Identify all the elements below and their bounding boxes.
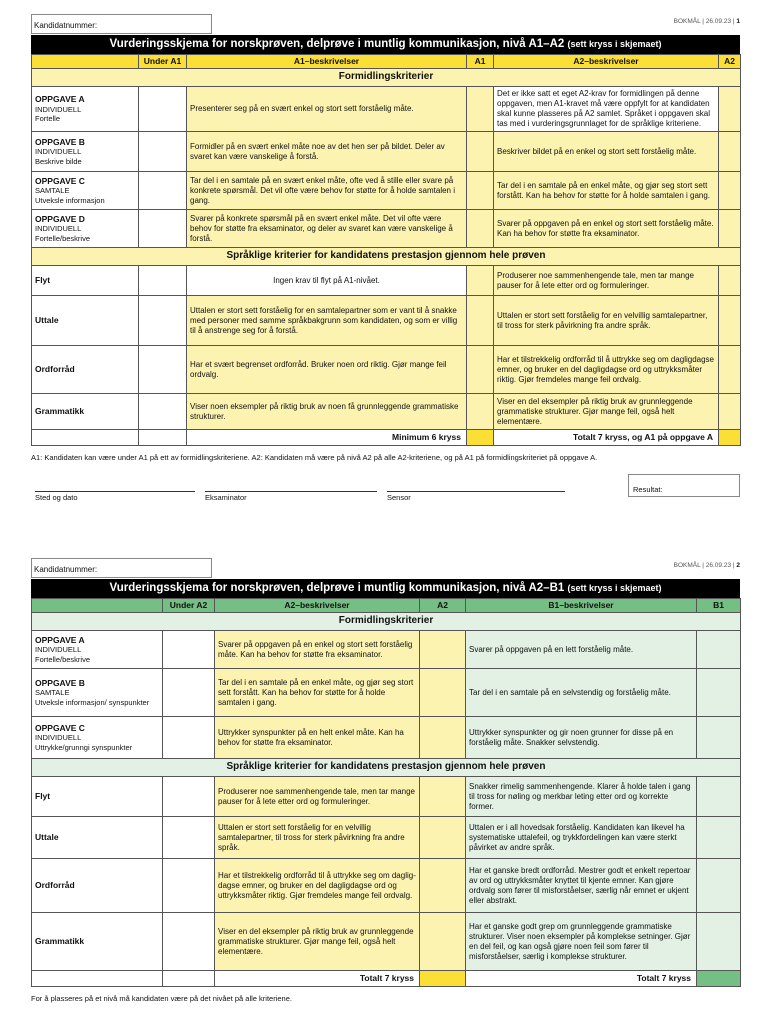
assessment-table-a1-a2 bbox=[31, 54, 741, 446]
a2-description: Tar del i en samtale på en enkel måte, og gjør seg stort sett forstått. Kan ha behov for støtte for å holde samtalen i gang. bbox=[215, 669, 420, 717]
signature-place-date[interactable]: Sted og dato bbox=[35, 491, 195, 501]
checkbox-under[interactable] bbox=[139, 87, 187, 132]
footnote: A1: Kandidaten kan være under A1 på ett av formidlingskriteriene. A2: Kandidaten må være på nivå A2 på alle A2-kriteriene, og på A1 på formidlingskriteriet på oppgave A. bbox=[31, 453, 598, 462]
checkbox-a1[interactable] bbox=[467, 394, 494, 430]
checkbox-a1[interactable] bbox=[467, 296, 494, 346]
a2-description: Produserer noe sammenhengende tale, men tar mange pauser for å lete etter ord og formuleringer. bbox=[215, 777, 420, 817]
criterion-label: Ordforråd bbox=[32, 859, 163, 913]
total-high: Totalt 7 kryss, og A1 på oppgave A bbox=[494, 430, 719, 446]
checkbox-under[interactable] bbox=[139, 346, 187, 394]
checkbox-a2[interactable] bbox=[719, 172, 741, 210]
section-heading: Formidlingskriterier bbox=[32, 69, 741, 87]
checkbox-under[interactable] bbox=[163, 717, 215, 759]
criterion-label: Grammatikk bbox=[32, 913, 163, 971]
task-label: OPPGAVE A INDIVIDUELL Fortelle/beskrive bbox=[32, 631, 163, 669]
page-tag: BOKMÅL | 26.09.23 | 1 bbox=[673, 18, 740, 25]
checkbox-a1[interactable] bbox=[467, 266, 494, 296]
a1-description: Svarer på konkrete spørsmål på en svært enkel måte. Det vil ofte være behov for støtte fra eksaminator, og deler av svaret kan være vanskelige å forstå. bbox=[187, 210, 467, 248]
checkbox-under[interactable] bbox=[163, 859, 215, 913]
checkbox-a2[interactable] bbox=[719, 132, 741, 172]
total-low: Minimum 6 kryss bbox=[187, 430, 467, 446]
checkbox-under[interactable] bbox=[139, 266, 187, 296]
checkbox-a1[interactable] bbox=[467, 346, 494, 394]
checkbox-a2[interactable] bbox=[719, 346, 741, 394]
checkbox-a1[interactable] bbox=[467, 172, 494, 210]
checkbox-under[interactable] bbox=[163, 631, 215, 669]
col-a1-desc: A1–beskrivelser bbox=[187, 55, 467, 69]
checkbox-a2[interactable] bbox=[420, 717, 466, 759]
a1-description: Presenterer seg på en svært enkel og stort sett forståelig måte. bbox=[187, 87, 467, 132]
criterion-label: Grammatikk bbox=[32, 394, 139, 430]
checkbox-b1[interactable] bbox=[697, 859, 741, 913]
signature-sensor[interactable]: Sensor bbox=[387, 491, 565, 501]
task-label: OPPGAVE B SAMTALE Utveksle informasjon/ synspunkter bbox=[32, 669, 163, 717]
task-label: OPPGAVE B INDIVIDUELL Beskrive bilde bbox=[32, 132, 139, 172]
b1-description: Tar del i en samtale på en selvstendig og forståelig måte. bbox=[466, 669, 697, 717]
checkbox-b1[interactable] bbox=[697, 777, 741, 817]
col-under-a1: Under A1 bbox=[139, 55, 187, 69]
a1-description: Formidler på en svært enkel måte noe av det hen ser på bildet. Deler av svaret kan være vanskelige å forstå. bbox=[187, 132, 467, 172]
col-under-a2: Under A2 bbox=[163, 599, 215, 613]
a2-description: Svarer på oppgaven på en enkel og stort sett forståelig måte. Kan ha behov for støtte fra eksaminator. bbox=[494, 210, 719, 248]
section-heading: Språklige kriterier for kandidatens prestasjon gjennom hele prøven bbox=[32, 248, 741, 266]
a2-description: Uttalen er stort sett forståelig for en velvillig samtalepartner, til tross for sterk påvirkning fra andre språk. bbox=[494, 296, 719, 346]
candidate-number-field[interactable]: Kandidatnummer: bbox=[31, 14, 212, 34]
checkbox-a2[interactable] bbox=[420, 631, 466, 669]
checkbox-a2[interactable] bbox=[719, 296, 741, 346]
checkbox-b1[interactable] bbox=[697, 717, 741, 759]
page-2 bbox=[31, 558, 740, 1003]
checkbox-a2[interactable] bbox=[719, 87, 741, 132]
checkbox-under[interactable] bbox=[139, 296, 187, 346]
signature-examiner[interactable]: Eksaminator bbox=[205, 491, 377, 501]
checkbox-under[interactable] bbox=[163, 913, 215, 971]
col-a2-desc: A2–beskrivelser bbox=[494, 55, 719, 69]
a2-description: Det er ikke satt et eget A2-krav for formidlingen på denne oppgaven, men A1-kravet må være oppfylt for at kandidaten skal kunne plasseres på A2 samlet. Språket i oppgaven skal tas med i vurderingsgrunnlaget for de språklige kriteriene. bbox=[494, 87, 719, 132]
form-title: Vurderingsskjema for norskprøven, delprøve i muntlig kommunikasjon, nivå A1–A2 (sett kryss i skjemaet) bbox=[31, 35, 740, 54]
col-a2-desc: A2–beskrivelser bbox=[215, 599, 420, 613]
b1-description: Uttrykker synspunkter og gir noen grunner for disse på en forståelig måte. Snakker selvstendig. bbox=[466, 717, 697, 759]
a2-description: Har et tilstrekkelig ordforråd til å uttrykke seg om dagligdagse emner, og bruker en del dagligdagse ord og uttrykksmåter riktig. Gjør fremdeles mange feil ordvalg. bbox=[215, 859, 420, 913]
criterion-label: Uttale bbox=[32, 817, 163, 859]
a2-description: Viser en del eksempler på riktig bruk av grunnleggende grammatiske strukturer. Gjør mange feil, også helt elementære. bbox=[215, 913, 420, 971]
checkbox-a2[interactable] bbox=[719, 394, 741, 430]
checkbox-b1[interactable] bbox=[697, 631, 741, 669]
b1-description: Uttalen er i all hovedsak forståelig. Kandidaten kan likevel ha systematiske uttalefeil, og trykkfordelingen kan være sterkt påvirket av andre språk. bbox=[466, 817, 697, 859]
total-a1-box[interactable] bbox=[467, 430, 494, 446]
col-b1-desc: B1–beskrivelser bbox=[466, 599, 697, 613]
a1-description: Viser noen eksempler på riktig bruk av noen få grunnleggende grammatiske strukturer. bbox=[187, 394, 467, 430]
checkbox-a2[interactable] bbox=[719, 210, 741, 248]
col-a2: A2 bbox=[420, 599, 466, 613]
total-high: Totalt 7 kryss bbox=[466, 971, 697, 987]
a2-description: Svarer på oppgaven på en enkel og stort sett forståelig måte. Kan ha behov for støtte fra eksaminator. bbox=[215, 631, 420, 669]
a2-description: Uttalen er stort sett forståelig for en velvillig samtalepartner, til tross for sterk påvirkning fra andre språk. bbox=[215, 817, 420, 859]
checkbox-a1[interactable] bbox=[467, 210, 494, 248]
task-label: OPPGAVE C INDIVIDUELL Uttrykke/grunngi synspunkter bbox=[32, 717, 163, 759]
total-b1-box[interactable] bbox=[697, 971, 741, 987]
b1-description: Snakker rimelig sammenhengende. Klarer å holde talen i gang til tross for nøling og merkbar leting etter ord og korrekte former. bbox=[466, 777, 697, 817]
checkbox-a2[interactable] bbox=[420, 817, 466, 859]
checkbox-a2[interactable] bbox=[420, 669, 466, 717]
b1-description: Har et ganske bredt ordforråd. Mestrer godt et enkelt repertoar av ord og uttrykksmåter knyttet til kjente emner. Kan gjøre ordvalg som fører til misforståelser, særlig når emnet er ukjent eller abstrakt. bbox=[466, 859, 697, 913]
a2-description: Beskriver bildet på en enkel og stort sett forståelig måte. bbox=[494, 132, 719, 172]
result-field[interactable]: Resultat: bbox=[628, 474, 740, 497]
checkbox-b1[interactable] bbox=[697, 817, 741, 859]
b1-description: Har et ganske godt grep om grunnleggende grammatiske strukturer. Viser noen eksempler på komplekse setninger. Gjør en del feil, og kan også gjøre noen feil som fører til misforståelser, særlig i komplekse strukturer. bbox=[466, 913, 697, 971]
task-label: OPPGAVE A INDIVIDUELL Fortelle bbox=[32, 87, 139, 132]
section-heading: Språklige kriterier for kandidatens prestasjon gjennom hele prøven bbox=[32, 759, 741, 777]
a2-description: Produserer noe sammenhengende tale, men tar mange pauser for å lete etter ord og formuleringer. bbox=[494, 266, 719, 296]
a2-description: Har et tilstrekkelig ordforråd til å uttrykke seg om dagligdagse emner, og bruker en del dagligdagse ord og uttrykksmåter riktig. Gjør fremdeles mange feil ordvalg. bbox=[494, 346, 719, 394]
a2-description: Viser en del eksempler på riktig bruk av grunnleggende grammatiske strukturer. Gjør mange feil, også helt elementære. bbox=[494, 394, 719, 430]
col-a2: A2 bbox=[719, 55, 741, 69]
a1-description: Uttalen er stort sett forståelig for en samtalepartner som er vant til å snakke med personer med samme språkbakgrunn som kandidaten, og som er villig til å anstrenge seg for å forstå. bbox=[187, 296, 467, 346]
total-a2-box[interactable] bbox=[719, 430, 741, 446]
criterion-label: Ordforråd bbox=[32, 346, 139, 394]
checkbox-under[interactable] bbox=[163, 817, 215, 859]
checkbox-a2[interactable] bbox=[719, 266, 741, 296]
section-heading: Formidlingskriterier bbox=[32, 613, 741, 631]
footnote: For å plasseres på et nivå må kandidaten være på det nivået på alle kriteriene. bbox=[31, 994, 292, 1003]
checkbox-under[interactable] bbox=[163, 777, 215, 817]
total-low: Totalt 7 kryss bbox=[215, 971, 420, 987]
checkbox-under[interactable] bbox=[139, 394, 187, 430]
form-title: Vurderingsskjema for norskprøven, delprøve i muntlig kommunikasjon, nivå A2–B1 (sett kryss i skjemaet) bbox=[31, 579, 740, 598]
a1-description: Tar del i en samtale på en svært enkel måte, ofte ved å stille eller svare på konkrete spørsmål. Det vil ofte være behov for støtte for å holde samtalen i gang. bbox=[187, 172, 467, 210]
total-a2-box[interactable] bbox=[420, 971, 466, 987]
page-tag: BOKMÅL | 26.09.23 | 2 bbox=[673, 562, 740, 569]
candidate-number-field[interactable]: Kandidatnummer: bbox=[31, 558, 212, 578]
checkbox-a2[interactable] bbox=[420, 859, 466, 913]
checkbox-under[interactable] bbox=[139, 210, 187, 248]
assessment-table-a2-b1 bbox=[31, 598, 741, 987]
a1-description: Har et svært begrenset ordforråd. Bruker noen ord riktig. Gjør mange feil ordvalg. bbox=[187, 346, 467, 394]
col-b1: B1 bbox=[697, 599, 741, 613]
task-label: OPPGAVE C SAMTALE Utveksle informasjon bbox=[32, 172, 139, 210]
checkbox-b1[interactable] bbox=[697, 669, 741, 717]
criterion-label: Flyt bbox=[32, 777, 163, 817]
criterion-label: Uttale bbox=[32, 296, 139, 346]
checkbox-a2[interactable] bbox=[420, 777, 466, 817]
checkbox-under[interactable] bbox=[163, 669, 215, 717]
checkbox-a1[interactable] bbox=[467, 87, 494, 132]
checkbox-a2[interactable] bbox=[420, 913, 466, 971]
a2-description: Uttrykker synspunkter på en helt enkel måte. Kan ha behov for støtte fra eksaminator. bbox=[215, 717, 420, 759]
a2-description: Tar del i en samtale på en enkel måte, og gjør seg stort sett forstått. Kan ha behov for støtte for å holde samtalen i gang. bbox=[494, 172, 719, 210]
checkbox-under[interactable] bbox=[139, 172, 187, 210]
criterion-label: Flyt bbox=[32, 266, 139, 296]
checkbox-a1[interactable] bbox=[467, 132, 494, 172]
task-label: OPPGAVE D INDIVIDUELL Fortelle/beskrive bbox=[32, 210, 139, 248]
checkbox-under[interactable] bbox=[139, 132, 187, 172]
checkbox-b1[interactable] bbox=[697, 913, 741, 971]
page-1 bbox=[31, 14, 740, 544]
col-a1: A1 bbox=[467, 55, 494, 69]
a1-description: Ingen krav til flyt på A1-nivået. bbox=[187, 266, 467, 296]
b1-description: Svarer på oppgaven på en lett forståelig måte. bbox=[466, 631, 697, 669]
